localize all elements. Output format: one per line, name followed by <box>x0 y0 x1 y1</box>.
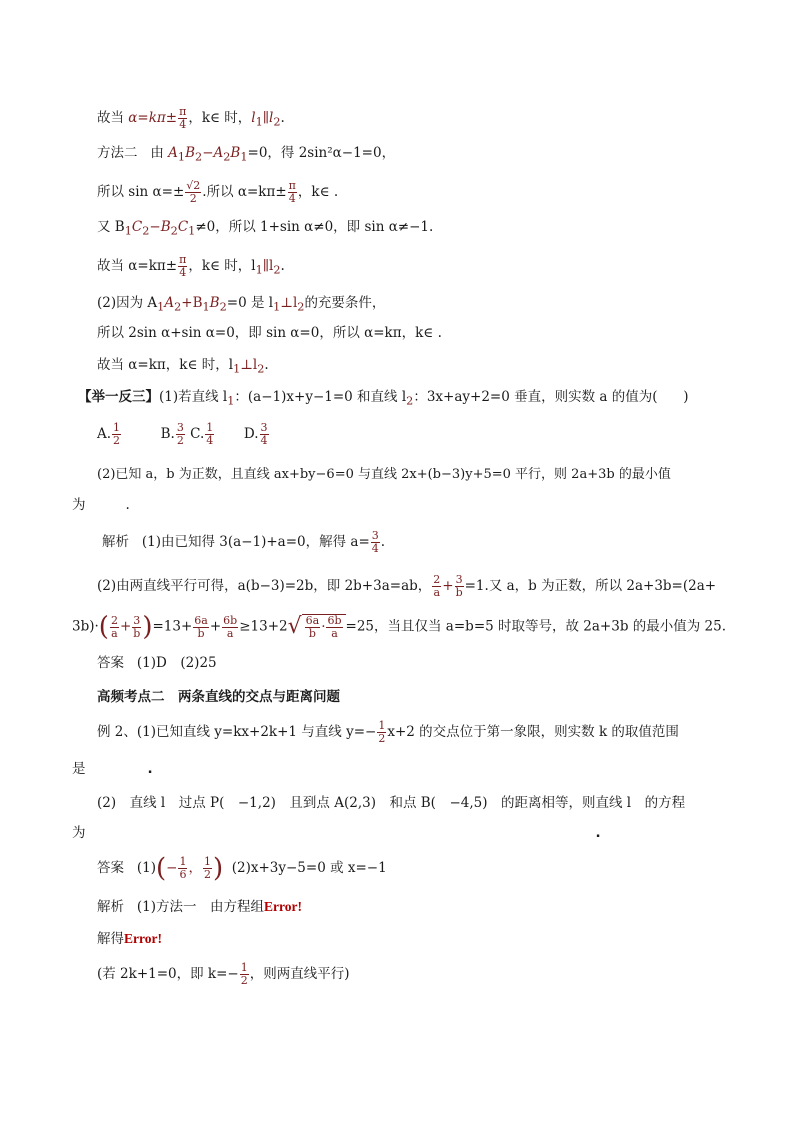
line-6: (2)因为 $A_1A_2+B_1B_2=0$ 是 $l_1\perp l_2$的充要条件， <box>97 295 386 314</box>
line-23-analysis: 解析 (1)方法一 由方程组Error! <box>97 899 302 915</box>
line-14: (2)由两直线平行可得，a(b−3)=2b，即 2b+3a=ab， $\frac{2}{a}$ + $\frac{3}{b}$ =1.又 a，b 为正数，所以 2a+3b=(2a+ <box>97 573 717 599</box>
line-24: 解得Error! <box>97 931 162 947</box>
answer-label: 答案 <box>97 655 124 671</box>
line-19: 是 . <box>72 761 153 777</box>
analysis-label: 解析 <box>97 899 124 915</box>
error-placeholder: Error! <box>264 899 302 914</box>
line-2: 方法二 由 $A_1B_2-A_2B_1=0$，得 2sin²α−1=0， <box>97 145 396 164</box>
options-row <box>97 422 732 447</box>
error-placeholder: Error! <box>124 931 162 946</box>
option-a: A. $\frac{1}{2}$ <box>97 421 121 447</box>
line-12: 为 . <box>72 497 130 513</box>
line-11: (2)已知 a，b 为正数，且直线 ax+by−6=0 与直线 2x+(b−3)y+5=0 平行，则 2a+3b 的最小值 <box>97 467 671 482</box>
analysis-label: 解析 <box>102 534 129 550</box>
option-d: D. $\frac{3}{4}$ <box>243 421 268 447</box>
line-7: 所以 2sin α+sin α=0，即 sin α=0，所以 α=kπ，k∈ . <box>97 325 442 341</box>
practice-label: 【举一反三】 <box>78 389 159 405</box>
line-21: 为 . <box>72 825 601 841</box>
answer-label: 答案 <box>97 860 124 876</box>
line-4: 又 $B_1C_2-B_2C_1\ne 0$，所以 1+sin α≠0，即 sin α≠−1. <box>97 219 434 238</box>
square-root: √ $\frac{6a}{b}$ · $\frac{6b}{a}$ <box>288 614 346 640</box>
method-two-label: 方法二 <box>97 145 138 161</box>
option-b: B. $\frac{3}{2}$ <box>160 421 184 447</box>
line-9-practice: 【举一反三】(1)若直线 $l_1$：(a−1)x+y−1=0 和直线 $l_2$：3x+ay+2=0 垂直，则实数 a 的值为( ) <box>78 389 689 408</box>
line-18-example: 例 2、(1)已知直线 y=kx+2k+1 与直线 y=− $\frac{1}{2}$ x+2 的交点位于第一象限，则实数 k 的取值范围 <box>97 719 679 745</box>
line-25: (若 2k+1=0，即 k=− $\frac{1}{2}$ ，则两直线平行) <box>97 961 350 987</box>
line-22-answer: 答案 (1)(− $\frac{1}{6}$ ， $\frac{1}{2}$ ) (2)x+3y−5=0 或 x=−1 <box>97 853 387 884</box>
fraction-pi-over-4: $\frac{\pi}{4}$ <box>179 105 187 131</box>
line-5: 故当 α=kπ± $\frac{\pi}{4}$ ，k∈ 时，$l_1\parallel l_2$. <box>97 253 285 279</box>
line-13-analysis: 解析 (1)由已知得 3(a−1)+a=0，解得 a= $\frac{3}{4}$ . <box>102 529 386 555</box>
fraction-sqrt2-over-2: $\frac{√2}{2}$ <box>186 179 201 205</box>
line-8: 故当 α=kπ，k∈ 时，$l_1\perp l_2$. <box>97 357 269 376</box>
fraction-pi-over-4: $\frac{\pi}{4}$ <box>288 179 296 205</box>
section-heading: 高频考点二 两条直线的交点与距离问题 <box>97 689 340 705</box>
line-15: 3b)·( $\frac{2}{a}$ + $\frac{3}{b}$ )=13+ $\frac{6a}{b}$ + $\frac{6b}{a}$ ≥13+2√ $\frac{6a}{b}$ · $\frac{6b}{a}$ =25，当且仅当 a=b=5 时取等号，故 2a+3b 的最小值为 25. <box>72 612 727 642</box>
line-3: 所以 sin α=± $\frac{√2}{2}$ .所以 α=kπ± $\frac{\pi}{4}$ ，k∈ . <box>97 179 339 205</box>
fraction-pi-over-4: $\frac{\pi}{4}$ <box>179 253 187 279</box>
line-16-answer: 答案 (1)D (2)25 <box>97 655 217 671</box>
line-1: 故当 α=kπ± $\frac{\pi}{4}$ ，k∈ 时，$l_1\parallel l_2$. <box>97 105 285 131</box>
option-c: C. $\frac{1}{4}$ <box>190 421 214 447</box>
line-20: (2) 直线 l 过点 P( −1,2) 且到点 A(2,3) 和点 B( −4,5) 的距离相等，则直线 l 的方程 <box>97 795 686 811</box>
